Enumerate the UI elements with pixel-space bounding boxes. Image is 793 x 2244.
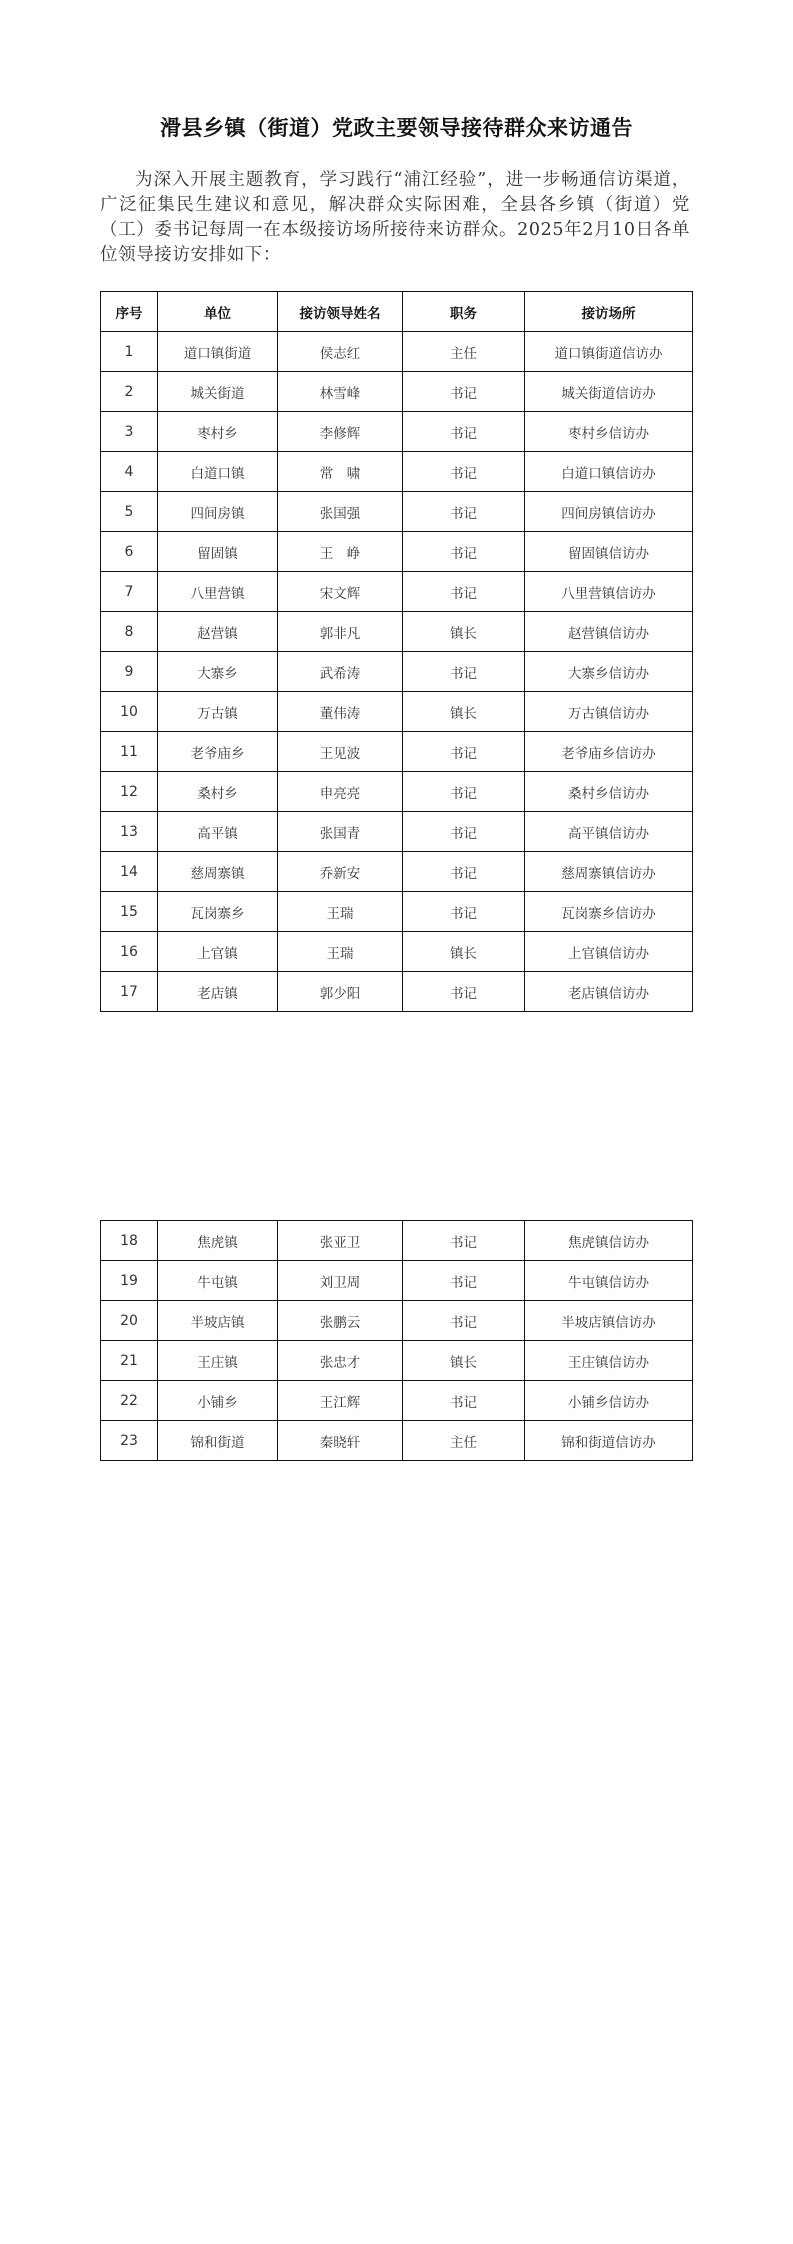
- cell-unit: 老爷庙乡: [158, 732, 278, 772]
- cell-position: 书记: [403, 852, 525, 892]
- cell-unit: 桑村乡: [158, 772, 278, 812]
- cell-leader-name: 王见波: [278, 732, 403, 772]
- cell-position: 主任: [403, 332, 525, 372]
- table-row: [101, 1421, 693, 1461]
- cell-position: 书记: [403, 532, 525, 572]
- intro-paragraph: 为深入开展主题教育，学习践行“浦江经验”，进一步畅通信访渠道，广泛征集民生建议和意见，解决群众实际困难，全县各乡镇（街道）党（工）委书记每周一在本级接访场所接待来访群众。2025年2月10日各单位领导接访安排如下：: [100, 170, 690, 265]
- cell-unit: 瓦岗寨乡: [158, 892, 278, 932]
- cell-unit: 老店镇: [158, 972, 278, 1012]
- table-row: [101, 1261, 693, 1301]
- cell-unit: 八里营镇: [158, 572, 278, 612]
- cell-serial: 22: [101, 1381, 158, 1421]
- table-row: [101, 932, 693, 972]
- cell-position: 书记: [403, 572, 525, 612]
- cell-serial: 16: [101, 932, 158, 972]
- cell-venue: 留固镇信访办: [525, 532, 693, 572]
- cell-position: 镇长: [403, 612, 525, 652]
- cell-venue: 瓦岗寨乡信访办: [525, 892, 693, 932]
- cell-serial: 20: [101, 1301, 158, 1341]
- cell-venue: 高平镇信访办: [525, 812, 693, 852]
- cell-unit: 大寨乡: [158, 652, 278, 692]
- cell-unit: 王庄镇: [158, 1341, 278, 1381]
- cell-serial: 19: [101, 1261, 158, 1301]
- cell-leader-name: 王瑞: [278, 892, 403, 932]
- cell-position: 镇长: [403, 1341, 525, 1381]
- cell-unit: 锦和街道: [158, 1421, 278, 1461]
- cell-unit: 四间房镇: [158, 492, 278, 532]
- cell-leader-name: 王 峥: [278, 532, 403, 572]
- cell-venue: 小铺乡信访办: [525, 1381, 693, 1421]
- table-row: [101, 652, 693, 692]
- cell-serial: 4: [101, 452, 158, 492]
- header-leader-name: 接访领导姓名: [278, 292, 403, 332]
- cell-serial: 11: [101, 732, 158, 772]
- cell-unit: 牛屯镇: [158, 1261, 278, 1301]
- cell-leader-name: 武希涛: [278, 652, 403, 692]
- cell-leader-name: 申亮亮: [278, 772, 403, 812]
- cell-position: 书记: [403, 1261, 525, 1301]
- cell-unit: 道口镇街道: [158, 332, 278, 372]
- table-row: [101, 972, 693, 1012]
- cell-unit: 慈周寨镇: [158, 852, 278, 892]
- cell-serial: 14: [101, 852, 158, 892]
- table-row: [101, 332, 693, 372]
- cell-position: 书记: [403, 452, 525, 492]
- cell-unit: 小铺乡: [158, 1381, 278, 1421]
- cell-unit: 万古镇: [158, 692, 278, 732]
- cell-position: 书记: [403, 972, 525, 1012]
- cell-position: 主任: [403, 1421, 525, 1461]
- cell-leader-name: 张忠才: [278, 1341, 403, 1381]
- header-unit: 单位: [158, 292, 278, 332]
- cell-venue: 枣村乡信访办: [525, 412, 693, 452]
- cell-venue: 锦和街道信访办: [525, 1421, 693, 1461]
- cell-leader-name: 王江辉: [278, 1381, 403, 1421]
- cell-venue: 焦虎镇信访办: [525, 1221, 693, 1261]
- cell-serial: 12: [101, 772, 158, 812]
- cell-serial: 2: [101, 372, 158, 412]
- cell-venue: 八里营镇信访办: [525, 572, 693, 612]
- cell-venue: 老爷庙乡信访办: [525, 732, 693, 772]
- table-row: [101, 412, 693, 452]
- table-row: [101, 772, 693, 812]
- cell-leader-name: 宋文辉: [278, 572, 403, 612]
- cell-serial: 1: [101, 332, 158, 372]
- cell-leader-name: 王瑞: [278, 932, 403, 972]
- table-row: [101, 572, 693, 612]
- cell-venue: 上官镇信访办: [525, 932, 693, 972]
- table-row: [101, 892, 693, 932]
- cell-unit: 枣村乡: [158, 412, 278, 452]
- cell-venue: 慈周寨镇信访办: [525, 852, 693, 892]
- cell-position: 书记: [403, 652, 525, 692]
- table-row: [101, 1221, 693, 1261]
- cell-leader-name: 刘卫周: [278, 1261, 403, 1301]
- table-row: [101, 852, 693, 892]
- cell-position: 书记: [403, 732, 525, 772]
- cell-venue: 王庄镇信访办: [525, 1341, 693, 1381]
- cell-venue: 半坡店镇信访办: [525, 1301, 693, 1341]
- cell-leader-name: 张国强: [278, 492, 403, 532]
- cell-leader-name: 张亚卫: [278, 1221, 403, 1261]
- header-serial: 序号: [101, 292, 158, 332]
- cell-position: 书记: [403, 1381, 525, 1421]
- header-venue: 接访场所: [525, 292, 693, 332]
- cell-venue: 桑村乡信访办: [525, 772, 693, 812]
- table-row: [101, 612, 693, 652]
- cell-position: 镇长: [403, 692, 525, 732]
- cell-serial: 23: [101, 1421, 158, 1461]
- cell-serial: 18: [101, 1221, 158, 1261]
- table-header-row: [101, 292, 693, 332]
- table-row: [101, 452, 693, 492]
- cell-leader-name: 侯志红: [278, 332, 403, 372]
- cell-venue: 白道口镇信访办: [525, 452, 693, 492]
- cell-leader-name: 郭非凡: [278, 612, 403, 652]
- cell-position: 书记: [403, 772, 525, 812]
- cell-position: 书记: [403, 812, 525, 852]
- cell-venue: 赵营镇信访办: [525, 612, 693, 652]
- cell-leader-name: 李修辉: [278, 412, 403, 452]
- cell-venue: 道口镇街道信访办: [525, 332, 693, 372]
- cell-leader-name: 张国青: [278, 812, 403, 852]
- cell-serial: 6: [101, 532, 158, 572]
- cell-leader-name: 张鹏云: [278, 1301, 403, 1341]
- cell-unit: 焦虎镇: [158, 1221, 278, 1261]
- table-row: [101, 372, 693, 412]
- cell-position: 书记: [403, 892, 525, 932]
- cell-leader-name: 秦晓轩: [278, 1421, 403, 1461]
- cell-position: 书记: [403, 1301, 525, 1341]
- cell-serial: 9: [101, 652, 158, 692]
- schedule-table-part1: [100, 291, 693, 1012]
- cell-serial: 8: [101, 612, 158, 652]
- cell-serial: 7: [101, 572, 158, 612]
- header-position: 职务: [403, 292, 525, 332]
- cell-leader-name: 乔新安: [278, 852, 403, 892]
- cell-leader-name: 董伟涛: [278, 692, 403, 732]
- table-row: [101, 812, 693, 852]
- cell-venue: 老店镇信访办: [525, 972, 693, 1012]
- table-row: [101, 1301, 693, 1341]
- cell-leader-name: 郭少阳: [278, 972, 403, 1012]
- table-row: [101, 532, 693, 572]
- cell-venue: 万古镇信访办: [525, 692, 693, 732]
- cell-venue: 大寨乡信访办: [525, 652, 693, 692]
- cell-serial: 3: [101, 412, 158, 452]
- cell-leader-name: 常 啸: [278, 452, 403, 492]
- table-row: [101, 692, 693, 732]
- cell-position: 书记: [403, 372, 525, 412]
- cell-position: 书记: [403, 1221, 525, 1261]
- cell-unit: 高平镇: [158, 812, 278, 852]
- cell-unit: 赵营镇: [158, 612, 278, 652]
- cell-serial: 13: [101, 812, 158, 852]
- cell-unit: 白道口镇: [158, 452, 278, 492]
- cell-venue: 四间房镇信访办: [525, 492, 693, 532]
- table-row: [101, 492, 693, 532]
- cell-venue: 牛屯镇信访办: [525, 1261, 693, 1301]
- table-row: [101, 732, 693, 772]
- cell-unit: 城关街道: [158, 372, 278, 412]
- cell-serial: 10: [101, 692, 158, 732]
- cell-position: 镇长: [403, 932, 525, 972]
- cell-serial: 21: [101, 1341, 158, 1381]
- cell-serial: 15: [101, 892, 158, 932]
- cell-serial: 5: [101, 492, 158, 532]
- table-row: [101, 1381, 693, 1421]
- cell-leader-name: 林雪峰: [278, 372, 403, 412]
- cell-venue: 城关街道信访办: [525, 372, 693, 412]
- cell-serial: 17: [101, 972, 158, 1012]
- cell-unit: 留固镇: [158, 532, 278, 572]
- schedule-table-part2: [100, 1220, 693, 1461]
- cell-unit: 上官镇: [158, 932, 278, 972]
- cell-unit: 半坡店镇: [158, 1301, 278, 1341]
- table-row: [101, 1341, 693, 1381]
- page-title: 滑县乡镇（街道）党政主要领导接待群众来访通告: [160, 116, 633, 140]
- cell-position: 书记: [403, 492, 525, 532]
- cell-position: 书记: [403, 412, 525, 452]
